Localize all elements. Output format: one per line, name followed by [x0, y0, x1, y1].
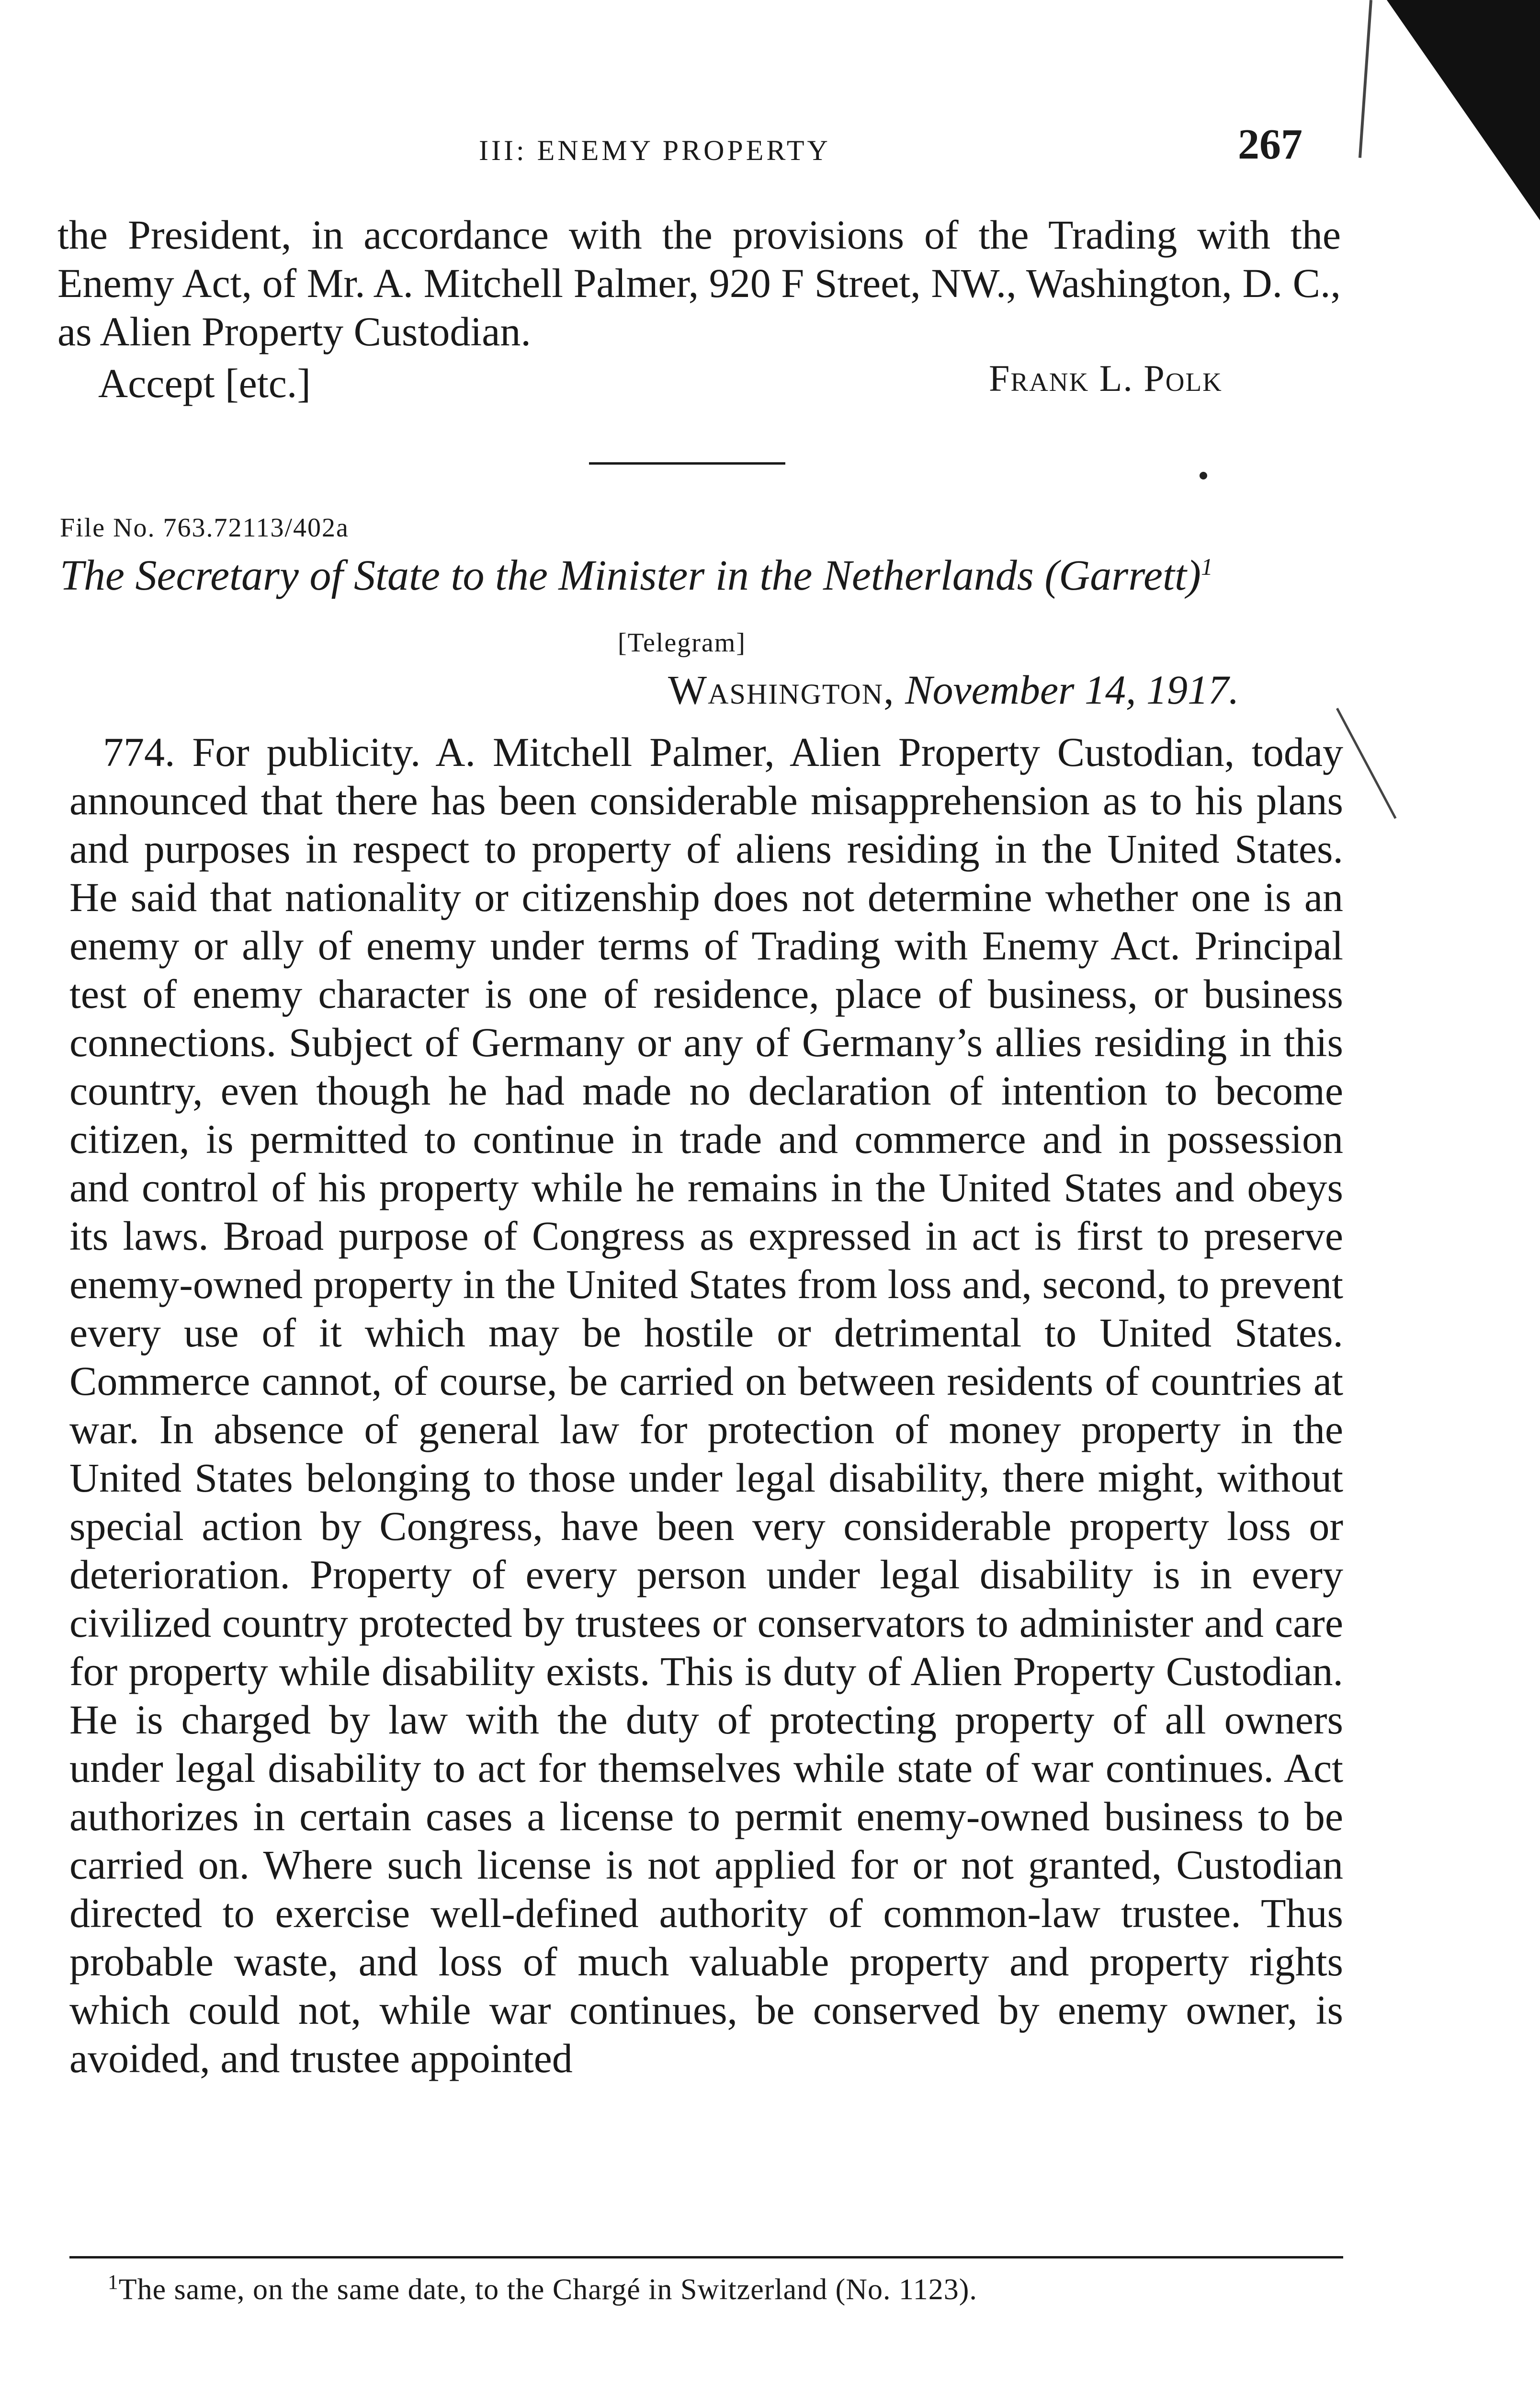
closing-line: Accept [etc.]	[98, 360, 311, 406]
footnote-text: The same, on the same date, to the Chargé in Switzerland (No. 1123).	[118, 2273, 977, 2306]
scan-speck	[1200, 472, 1207, 479]
margin-pencil-stroke	[1359, 0, 1372, 158]
dateline	[668, 666, 1239, 714]
document-heading	[60, 551, 1213, 600]
dateline-date: November 14, 1917.	[905, 667, 1239, 713]
scan-corner-fold	[1387, 0, 1540, 220]
signature: Frank L. Polk	[989, 357, 1223, 399]
page-number: 267	[1238, 121, 1302, 168]
margin-pencil-stroke	[1336, 708, 1396, 819]
telegram-body: 774. For publicity. A. Mitchell Palmer, Alien Property Custodian, today announced that there has been considerable misapprehension as to his plans and purposes in respect to property of aliens residing in the United States. He said that nationality or citizenship does not determine whether one is an enemy or ally of enemy under terms of Trading with Enemy Act. Principal test of enemy character is one of residence, place of business, or business connections. Subject of Germany or any of Germany’s allies residing in this country, even though he had made no declaration of intention to become citizen, is permitted to continue in trade and commerce and in possession and control of his property while he remains in the United States and obeys its laws. Broad purpose of Congress as expressed in act is first to preserve enemy-owned property in the United States from loss and, second, to prevent every use of it which may be hostile or detrimental to United States. Commerce cannot, of course, be carried on between residents of countries at war. In absence of general law for protection of money property in the United States belonging to those under legal disability, there might, without special action by Congress, have been very considerable property loss or deterioration. Property of every person under legal disability is in every civilized country protected by trustees or conservators to administer and care for property while disability exists. This is duty of Alien Property Custodian. He is charged by law with the duty of protecting property of all owners under legal disability to act for themselves while state of war continues. Act authorizes in certain cases a license to permit enemy-owned business to be carried on. Where such license is not applied for or not granted, Custodian directed to exercise well-defined authority of common-law trustee. Thus probable waste, and loss of much valuable property and property rights which could not, while war continues, be conserved by enemy owner, is avoided, and trustee appointed	[69, 729, 1343, 2081]
file-number: File No. 763.72113/402a	[60, 513, 349, 543]
footnote-reference: 1	[1200, 554, 1213, 580]
dateline-place: Washington,	[668, 667, 895, 713]
footnote-divider	[69, 2256, 1343, 2258]
continuation-paragraph: the President, in accordance with the provisions of the Trading with the Enemy Act, of Mr. A. Mitchell Palmer, 920 F Street, NW., Washington, D. C., as Alien Property Custodian.	[57, 212, 1341, 354]
footnote	[108, 2270, 977, 2307]
telegram-label: [Telegram]	[618, 628, 746, 658]
running-head: III: ENEMY PROPERTY	[479, 135, 831, 166]
footnote-mark: 1	[108, 2270, 119, 2294]
document-heading-text: The Secretary of State to the Minister in the Netherlands (Garrett)	[60, 552, 1201, 599]
section-divider	[589, 462, 785, 465]
